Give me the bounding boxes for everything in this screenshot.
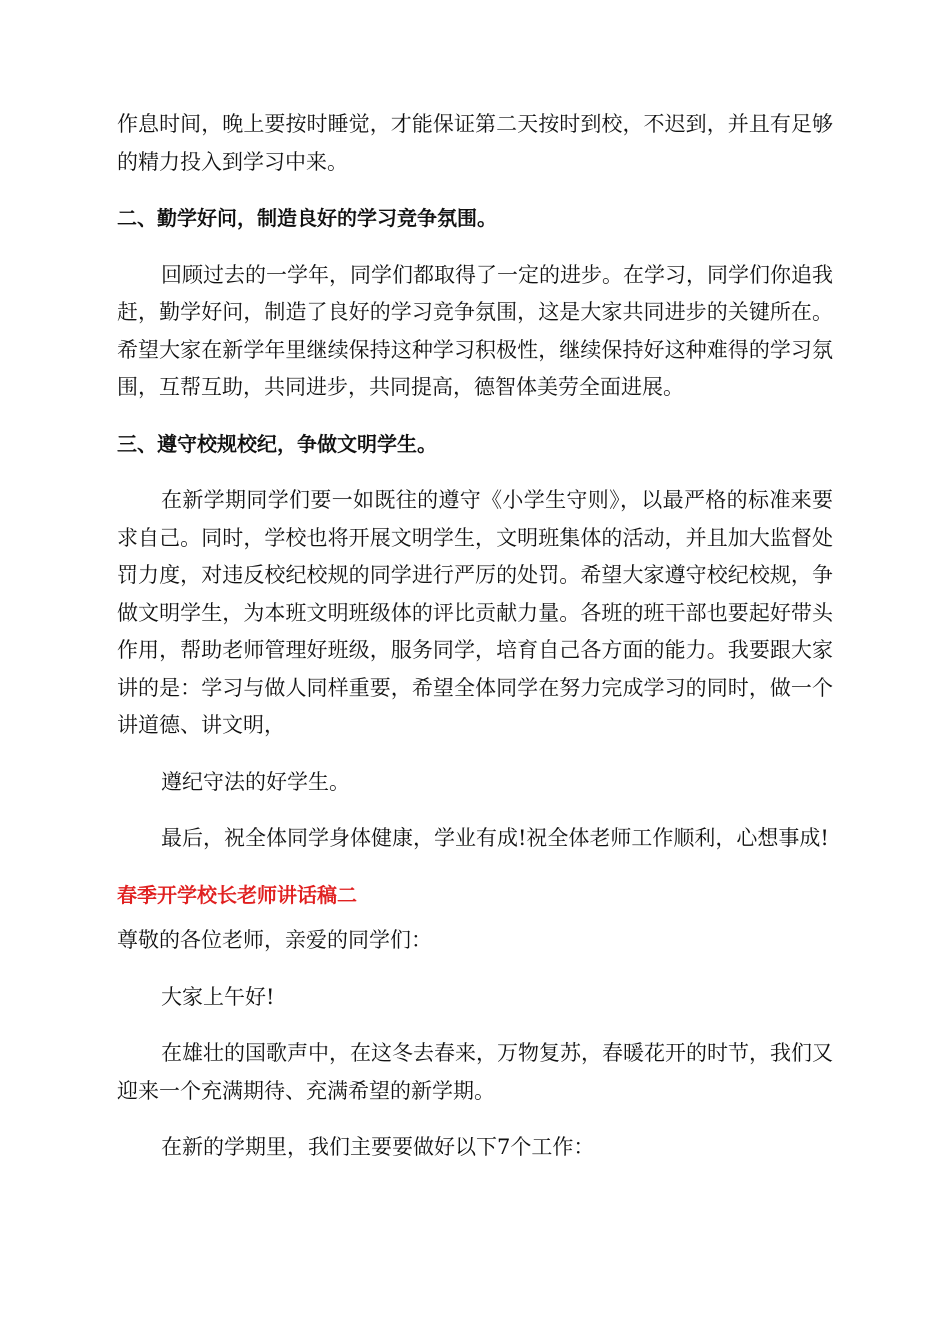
paragraph-intro: 在雄壮的国歌声中，在这冬去春来，万物复苏，春暖花开的时节，我们又迎来一个充满期待、充满希望的新学期。: [117, 1041, 833, 1103]
document-page: [117, 106, 833, 1167]
paragraph-continued: 作息时间，晚上要按时睡觉，才能保证第二天按时到校，不迟到，并且有足够的精力投入到学习中来。: [117, 112, 833, 174]
paragraph-tasks: 在新的学期里，我们主要要做好以下7个工作：: [161, 1135, 595, 1159]
paragraph-study: 回顾过去的一学年，同学们都取得了一定的进步。在学习，同学们你追我赶，勤学好问，制造了良好的学习竞争氛围，这是大家共同进步的关键所在。希望大家在新学年里继续保持这种学习积极性，继续保持好这种难得的学习氛围，互帮互助，共同进步，共同提高，德智体美劳全面进展。: [117, 262, 833, 399]
section-title: 春季开学校长老师讲话稿二: [117, 882, 357, 907]
heading-three: 三、遵守校规校纪，争做文明学生。: [117, 431, 437, 456]
salutation: 尊敬的各位老师，亲爱的同学们：: [117, 928, 432, 952]
paragraph-closing: 最后，祝全体同学身体健康，学业有成!祝全体老师工作顺利，心想事成!: [161, 826, 829, 850]
heading-two: 二、勤学好问，制造良好的学习竞争氛围。: [117, 206, 497, 230]
paragraph-discipline-end: 遵纪守法的好学生。: [161, 769, 350, 794]
greeting: 大家上午好!: [161, 984, 275, 1009]
paragraph-discipline: 在新学期同学们要一如既往的遵守《小学生守则》，以最严格的标准来要求自己。同时，学校也将开展文明学生，文明班集体的活动，并且加大监督处罚力度，对违反校纪校规的同学进行严厉的处罚。希望大家遵守校纪校规，争做文明学生，为本班文明班级体的评比贡献力量。各班的班干部也要起好带头作用，帮助老师管理好班级，服务同学，培育自己各方面的能力。我要跟大家讲的是：学习与做人同样重要，希望全体同学在努力完成学习的同时，做一个讲道德、讲文明，: [117, 488, 833, 737]
